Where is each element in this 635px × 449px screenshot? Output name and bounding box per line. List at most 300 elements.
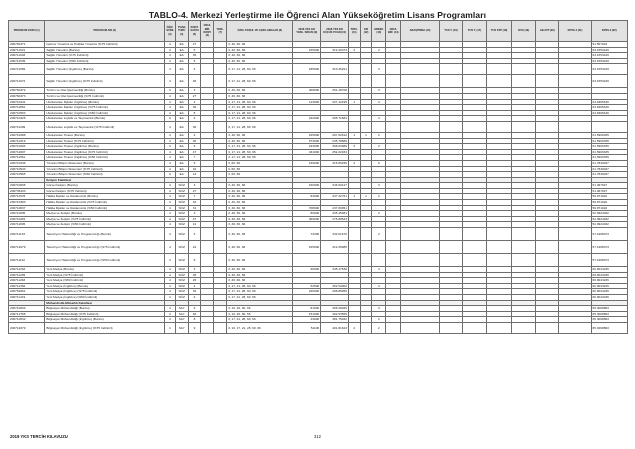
table-cell: 3, 17, 21, 28, 60, 66 xyxy=(227,121,293,132)
column-header: 2018-YKS EN KÜÇÜK PUAN (10) xyxy=(321,21,349,42)
table-cell: 32 xyxy=(188,289,201,295)
table-cell: 312.26373 xyxy=(321,47,349,53)
table-cell: 4 xyxy=(165,222,176,228)
table-cell: 200710543 xyxy=(9,166,45,172)
table-cell: 63.1553449 xyxy=(591,53,627,59)
table-cell: 61.5909335 xyxy=(591,155,627,161)
table-cell: 3, 17, 21, 28, 60, 66 xyxy=(227,289,293,295)
table-cell xyxy=(463,121,487,132)
table-cell: 366.29029 xyxy=(321,306,349,312)
column-header: TUS KTP (18) xyxy=(486,21,512,42)
table-cell: 57.1968373 xyxy=(591,228,627,241)
table-cell xyxy=(360,241,372,254)
table-cell: 73400 xyxy=(293,228,321,241)
table-cell xyxy=(214,228,227,241)
table-cell: 51.467947 xyxy=(591,183,627,189)
table-cell xyxy=(559,322,591,333)
table-cell xyxy=(401,241,439,254)
table-cell xyxy=(535,64,559,75)
table-cell: 2 xyxy=(372,144,386,150)
table-cell: 573000 xyxy=(293,138,321,144)
table-cell: 3, 46, 60, 66 xyxy=(227,216,293,222)
table-cell: 5 xyxy=(188,110,201,116)
table-cell xyxy=(214,75,227,88)
table-cell: Sağlık Yönetimi (İngilizce) (%75 İndirimli) xyxy=(45,75,165,88)
table-cell: 3 xyxy=(372,99,386,105)
table-cell xyxy=(535,228,559,241)
table-cell: 4 xyxy=(165,47,176,53)
table-cell xyxy=(401,228,439,241)
table-cell: 1 xyxy=(348,194,360,200)
table-cell: 200710602 xyxy=(9,306,45,312)
column-header: ERKEK (13) xyxy=(372,21,386,42)
table-cell: 4 xyxy=(188,283,201,289)
table-cell xyxy=(214,254,227,267)
column-header: ÖĞR. SÜRE (3) xyxy=(165,21,176,42)
table-cell: Uluslararası Lojistik ve Taşımacılık (%75 İndirimli) xyxy=(45,121,165,132)
table-cell: 6 xyxy=(372,160,386,166)
table-cell: 297.02612 xyxy=(321,132,349,138)
table-cell: 160000 xyxy=(293,183,321,189)
table-cell: 3, 46, 60, 66 xyxy=(227,267,293,273)
table-cell xyxy=(201,121,214,132)
table-cell: 3, 46, 60, 66 xyxy=(227,47,293,53)
table-cell xyxy=(293,121,321,132)
table-cell: SAY xyxy=(175,317,188,323)
table-cell: 4 xyxy=(165,88,176,94)
table-cell: 200711009 xyxy=(9,121,45,132)
table-cell xyxy=(401,254,439,267)
table-cell xyxy=(512,75,536,88)
table-cell: Uluslararası İlişkiler (İngilizce) (%50 İndirimli) xyxy=(45,110,165,116)
table-cell: 52.9924032 xyxy=(591,222,627,228)
table-cell: SÖZ xyxy=(175,254,188,267)
table-cell: İletişim Fakültesi xyxy=(45,177,165,183)
table-cell: EA xyxy=(175,75,188,88)
table-cell: SÖZ xyxy=(175,200,188,206)
table-cell: Yeni Medya (%75 İndirimli) xyxy=(45,272,165,278)
table-cell xyxy=(386,254,401,267)
table-cell: 59.871022 xyxy=(591,200,627,206)
table-cell xyxy=(439,241,463,254)
table-cell: 3, 17, 21, 28, 60, 66 xyxy=(227,75,293,88)
table-cell: 200711903 xyxy=(9,53,45,59)
table-cell: Görsel İletişim (%75 İndirimli) xyxy=(45,188,165,194)
table-cell xyxy=(439,228,463,241)
table-cell: 5 xyxy=(188,58,201,64)
table-cell: 65.3068893 xyxy=(591,317,627,323)
table-cell: 31 xyxy=(188,205,201,211)
table-cell: 4 xyxy=(165,116,176,122)
table-cell: Turizm ve Otel İşletmeciliği (Burslu) xyxy=(45,88,165,94)
table-cell xyxy=(401,75,439,88)
table-cell: 51.467947 xyxy=(591,188,627,194)
column-header: KPSS-2 (22) xyxy=(591,21,627,42)
table-cell: 63.1553449 xyxy=(591,64,627,75)
table-cell: SÖZ xyxy=(175,295,188,301)
table-cell: 3, 46, 60, 66 xyxy=(227,132,293,138)
table-cell: 57.1968373 xyxy=(591,241,627,254)
table-cell: 4 xyxy=(165,306,176,312)
table-cell: 200710281 xyxy=(9,216,45,222)
table-cell: 4 xyxy=(165,64,176,75)
table-cell xyxy=(463,241,487,254)
table-cell xyxy=(486,241,512,254)
table-cell xyxy=(463,75,487,88)
table-cell: 200711419 xyxy=(9,295,45,301)
table-cell: Yeni Medya (İngilizce) (Burslu) xyxy=(45,283,165,289)
table-cell xyxy=(201,75,214,88)
table-cell xyxy=(512,322,536,333)
column-header: PUAN TÜRÜ (4) xyxy=(175,21,188,42)
table-row xyxy=(9,241,628,254)
table-cell: 47 xyxy=(188,149,201,155)
table-cell: 3, 46, 60, 66 xyxy=(227,138,293,144)
table-cell: 4 xyxy=(165,200,176,206)
table-cell: 346.00127 xyxy=(321,183,349,189)
table-cell: Uluslararası Lojistik ve Taşımacılık (Burslu) xyxy=(45,116,165,122)
table-cell xyxy=(439,322,463,333)
table-cell: EA xyxy=(175,53,188,59)
table-cell: 3, 46, 60, 66 xyxy=(227,194,293,200)
table-cell: Sağlık Yönetimi (%75 İndirimli) xyxy=(45,53,165,59)
table-cell: 63.1553449 xyxy=(591,75,627,88)
table-cell: 345.17530 xyxy=(321,267,349,273)
table-cell: Uluslararası Ticaret (%75 İndirimli) xyxy=(45,138,165,144)
table-cell: 2 xyxy=(372,132,386,138)
table-cell: 3, 46, 60, 66 xyxy=(227,222,293,228)
table-cell: 165000 xyxy=(293,47,321,53)
table-cell: 6 xyxy=(188,144,201,150)
table-cell: 3 xyxy=(188,211,201,217)
table-cell: 200711835 xyxy=(9,211,45,217)
table-cell xyxy=(486,228,512,241)
table-cell: 200712768 xyxy=(9,311,45,317)
table-row xyxy=(9,322,628,333)
table-cell xyxy=(463,64,487,75)
table-cell: 3, 46, 60, 66 xyxy=(227,93,293,99)
table-cell: İşletme Yönetimi ve Politika Yönetimi (%75 İndirimli) xyxy=(45,42,165,48)
table-cell: 200711861 xyxy=(9,105,45,111)
table-cell: 2 xyxy=(372,194,386,200)
table-cell: 3, 46, 60, 66 xyxy=(227,53,293,59)
table-cell: EA xyxy=(175,88,188,94)
table-cell: 4 xyxy=(165,216,176,222)
table-cell: SÖZ xyxy=(175,228,188,241)
table-cell: 60.0043236 xyxy=(591,289,627,295)
table-cell: 4 xyxy=(188,295,201,301)
table-cell: 63.1553449 xyxy=(591,47,627,53)
table-cell: 60.0043236 xyxy=(591,283,627,289)
table-cell: 4 xyxy=(165,188,176,194)
table-cell: Uluslararası İlişkiler (İngilizce) (%75 İndirimli) xyxy=(45,105,165,111)
table-cell: Yeni Medya (İngilizce) (%75 İndirimli) xyxy=(45,289,165,295)
table-cell: 4 xyxy=(372,267,386,273)
table-cell: 312.25085 xyxy=(321,241,349,254)
table-cell: Televizyon Haberciliği ve Programcılığı (%75 İndirimli) xyxy=(45,241,165,254)
table-cell: 4 xyxy=(165,322,176,333)
table-cell: 2 xyxy=(372,211,386,217)
table-cell: 2 xyxy=(348,322,360,333)
table-cell: EA xyxy=(175,64,188,75)
table-cell: Sağlık Yönetimi (Burslu) xyxy=(45,47,165,53)
table-cell: 3, 46, 60, 66 xyxy=(227,200,293,206)
table-cell: 4 xyxy=(165,121,176,132)
table-cell xyxy=(439,75,463,88)
column-header: TOPL. (11) xyxy=(348,21,360,42)
table-cell: 2 xyxy=(372,47,386,53)
table-cell: 200712007 xyxy=(9,149,45,155)
table-cell xyxy=(463,322,487,333)
table-cell xyxy=(559,75,591,88)
table-cell xyxy=(439,254,463,267)
table-cell: 200710695 xyxy=(9,183,45,189)
column-header: OKUL BİR. KONT. (6) xyxy=(201,21,214,42)
table-cell xyxy=(535,75,559,88)
table-cell: 3, 17, 21, 28, 60, 66 xyxy=(227,155,293,161)
table-cell: Turizm ve Otel İşletmeciliği (%75 İndirimli) xyxy=(45,93,165,99)
header-row xyxy=(9,21,628,42)
table-cell: Yönetim Bilişim Sistemleri (%75 İndirimli) xyxy=(45,166,165,172)
table-cell xyxy=(486,64,512,75)
table-cell: 4 xyxy=(165,58,176,64)
table-cell: 4 xyxy=(165,132,176,138)
table-cell: Halkla İlişkiler ve Reklamcılık (%50 İndirimli) xyxy=(45,205,165,211)
table-cell: 3, 46, 60, 66 xyxy=(227,205,293,211)
table-cell: 200710294 xyxy=(9,144,45,150)
table-cell: 200710303 xyxy=(9,200,45,206)
table-cell: 139000 xyxy=(293,160,321,166)
table-cell: SÖZ xyxy=(175,278,188,284)
table-cell: 200711263 xyxy=(9,278,45,284)
table-cell: Uluslararası Ticaret (İngilizce) (%75 İndirimli) xyxy=(45,149,165,155)
table-cell: 4 xyxy=(165,283,176,289)
table-cell: 3 xyxy=(372,64,386,75)
table-cell: EA xyxy=(175,160,188,166)
table-cell xyxy=(559,228,591,241)
table-cell: 4 xyxy=(165,42,176,48)
table-cell: 3, 46, 60, 66 xyxy=(227,228,293,241)
table-cell: Medya ve İletişim (Burslu) xyxy=(45,211,165,217)
table-cell: 3, 16, 17, 21, 28, 60, 66 xyxy=(227,322,293,333)
table-cell xyxy=(439,121,463,132)
table-cell: 308.03989 xyxy=(321,144,349,150)
table-cell: 708000 xyxy=(293,205,321,211)
table-cell: 165000 xyxy=(293,132,321,138)
table-cell: 165000 xyxy=(293,241,321,254)
table-cell xyxy=(535,241,559,254)
table-cell: 4 xyxy=(165,241,176,254)
table-cell: 4 xyxy=(165,317,176,323)
table-cell: 9 xyxy=(188,322,201,333)
table-cell: SÖZ xyxy=(175,216,188,222)
table-cell xyxy=(535,322,559,333)
table-cell: Sağlık Yönetimi (İngilizce) (Burslu) xyxy=(45,64,165,75)
table-cell: 185000 xyxy=(293,64,321,75)
table-cell: 347.32761 xyxy=(321,194,349,200)
table-cell: 3, 46, 60, 66 xyxy=(227,58,293,64)
table-cell: 200711269 xyxy=(9,272,45,278)
table-cell: Yönetim Bilişim Sistemleri (Burslu) xyxy=(45,160,165,166)
table-cell xyxy=(512,228,536,241)
table-cell xyxy=(321,254,349,267)
table-cell: 200710632 xyxy=(9,317,45,323)
table-cell xyxy=(321,75,349,88)
table-cell xyxy=(293,254,321,267)
table-cell: EA xyxy=(175,105,188,111)
table-cell: 113000 xyxy=(293,99,321,105)
table-cell: 4 xyxy=(165,149,176,155)
table-cell: 4 xyxy=(165,289,176,295)
table-cell: 80000 xyxy=(293,211,321,217)
table-cell: 3, 17, 21, 28, 60, 66 xyxy=(227,149,293,155)
table-cell: EA xyxy=(175,47,188,53)
table-cell: 3 xyxy=(372,306,386,312)
table-cell xyxy=(372,75,386,88)
table-cell: EA xyxy=(175,110,188,116)
table-cell: EA xyxy=(175,99,188,105)
table-cell: Bilgisayar Mühendisliği (Burslu) xyxy=(45,306,165,312)
table-cell: 4 xyxy=(165,267,176,273)
table-cell: Bilgisayar Mühendisliği (İngilizce) (%75 İndirimli) xyxy=(45,322,165,333)
table-cell: 200712079 xyxy=(9,322,45,333)
table-cell: SAY xyxy=(175,322,188,333)
table-cell: 4 xyxy=(188,99,201,105)
table-cell: 65.3068893 xyxy=(591,311,627,317)
table-cell: 200711142 xyxy=(9,254,45,267)
table-cell: 1 xyxy=(360,194,372,200)
table-cell: 3, 46, 60, 66 xyxy=(227,183,293,189)
table-row xyxy=(9,254,628,267)
table-cell: SÖZ xyxy=(175,211,188,217)
table-cell: 32 xyxy=(188,166,201,172)
table-cell: 3, 46, 60, 66 xyxy=(227,42,293,48)
table-cell: 57.1968373 xyxy=(591,254,627,267)
table-cell: SÖZ xyxy=(175,267,188,273)
table-cell xyxy=(360,228,372,241)
column-header: KIZ (12) xyxy=(360,21,372,42)
table-cell xyxy=(535,254,559,267)
table-cell: 4 xyxy=(188,64,201,75)
table-cell: EA xyxy=(175,121,188,132)
table-cell: 4 xyxy=(165,183,176,189)
table-cell: 59.871022 xyxy=(591,194,627,200)
table-cell: 52500 xyxy=(293,283,321,289)
table-cell: Televizyon Haberciliği ve Programcılığı (%50 İndirimli) xyxy=(45,254,165,267)
table-cell: 27 xyxy=(188,188,201,194)
table-cell: 4 xyxy=(165,110,176,116)
column-header: PROGRAM KODU (1) xyxy=(9,21,45,42)
table-cell xyxy=(386,322,401,333)
table-cell: 65.3068893 xyxy=(591,322,627,333)
table-cell: 200710426 xyxy=(9,116,45,122)
table-cell: SÖZ xyxy=(175,205,188,211)
table-cell xyxy=(386,75,401,88)
table-cell: Görsel İletişim (Burslu) xyxy=(45,183,165,189)
table-cell: 8 xyxy=(188,317,201,323)
table-cell xyxy=(486,254,512,267)
table-cell: 64.6365446 xyxy=(591,99,627,105)
table-cell: SAY xyxy=(175,306,188,312)
table-cell: EA xyxy=(175,172,188,178)
column-header: ARAŞTIRMA (15) xyxy=(401,21,439,42)
table-cell: 200711264 xyxy=(9,267,45,273)
table-row xyxy=(9,228,628,241)
table-cell: EA xyxy=(175,149,188,155)
table-cell: 60.0043236 xyxy=(591,267,627,273)
table-cell: Yeni Medya (İngilizce) (%50 İndirimli) xyxy=(45,295,165,301)
table-cell: 200711133 xyxy=(9,228,45,241)
table-cell: 4 xyxy=(165,160,176,166)
table-cell xyxy=(321,121,349,132)
table-cell: 60.0043236 xyxy=(591,272,627,278)
table-cell: SÖZ xyxy=(175,241,188,254)
table-cell: Uluslararası Ticaret (İngilizce) (Burslu) xyxy=(45,144,165,150)
table-cell: 200711539 xyxy=(9,58,45,64)
table-cell xyxy=(201,228,214,241)
table-cell: 200760373 xyxy=(9,93,45,99)
page-title: TABLO-4. Merkezi Yerleştirme ile Öğrenci Alan Yükseköğretim Lisans Programları xyxy=(148,10,487,20)
table-cell: 63.1553449 xyxy=(591,58,627,64)
table-cell: Televizyon Haberciliği ve Programcılığı (Burslu) xyxy=(45,228,165,241)
table-cell: 36 xyxy=(188,75,201,88)
table-cell: Yönetim Bilişim Sistemleri (%50 İndirimli) xyxy=(45,172,165,178)
table-cell xyxy=(214,241,227,254)
table-cell: 335.45381 xyxy=(321,211,349,217)
table-cell: EA xyxy=(175,116,188,122)
table-cell: 3 xyxy=(188,228,201,241)
table-cell: 61.5909335 xyxy=(591,144,627,150)
table-cell: 61.7849037 xyxy=(591,166,627,172)
table-cell: 200710595 xyxy=(9,172,45,178)
table-cell: 4 xyxy=(165,144,176,150)
table-cell: 3, 17, 21, 28, 60, 66 xyxy=(227,295,293,301)
table-cell: 1 xyxy=(348,132,360,138)
column-header: KPSS-1 (21) xyxy=(559,21,591,42)
table-cell xyxy=(512,254,536,267)
table-cell: 200710241 xyxy=(9,99,45,105)
table-cell: 3, 17, 21, 28, 60, 66 xyxy=(227,105,293,111)
table-cell: 369000 xyxy=(293,216,321,222)
table-cell: EA xyxy=(175,42,188,48)
table-cell: 5 xyxy=(188,254,201,267)
table-cell: 4 xyxy=(165,53,176,59)
table-cell: 27 xyxy=(188,42,201,48)
table-cell: EA xyxy=(175,144,188,150)
table-cell xyxy=(512,241,536,254)
table-cell: 200711669 xyxy=(9,64,45,75)
table-cell: Mühendislik-Mimarlık Fakültesi xyxy=(45,300,165,306)
table-cell: 3, 60, 66 xyxy=(227,166,293,172)
table-cell xyxy=(486,322,512,333)
table-cell xyxy=(201,241,214,254)
table-cell: 220000 xyxy=(293,289,321,295)
table-cell: 200752061 xyxy=(9,289,45,295)
table-cell: 64.6365446 xyxy=(591,110,627,116)
table-cell xyxy=(591,121,627,132)
table-cell xyxy=(512,121,536,132)
column-header: TUS T. (16) xyxy=(439,21,463,42)
table-cell xyxy=(486,121,512,132)
table-cell: 60.0043236 xyxy=(591,278,627,284)
table-cell: 64.6365446 xyxy=(591,105,627,111)
table-cell: 431000 xyxy=(293,149,321,155)
table-cell: 3 xyxy=(188,88,201,94)
table-cell: 3, 17, 21, 28, 60, 66 xyxy=(227,99,293,105)
table-cell: 251.18708 xyxy=(321,88,349,94)
table-cell: 60.0043236 xyxy=(591,295,627,301)
table-cell xyxy=(348,228,360,241)
